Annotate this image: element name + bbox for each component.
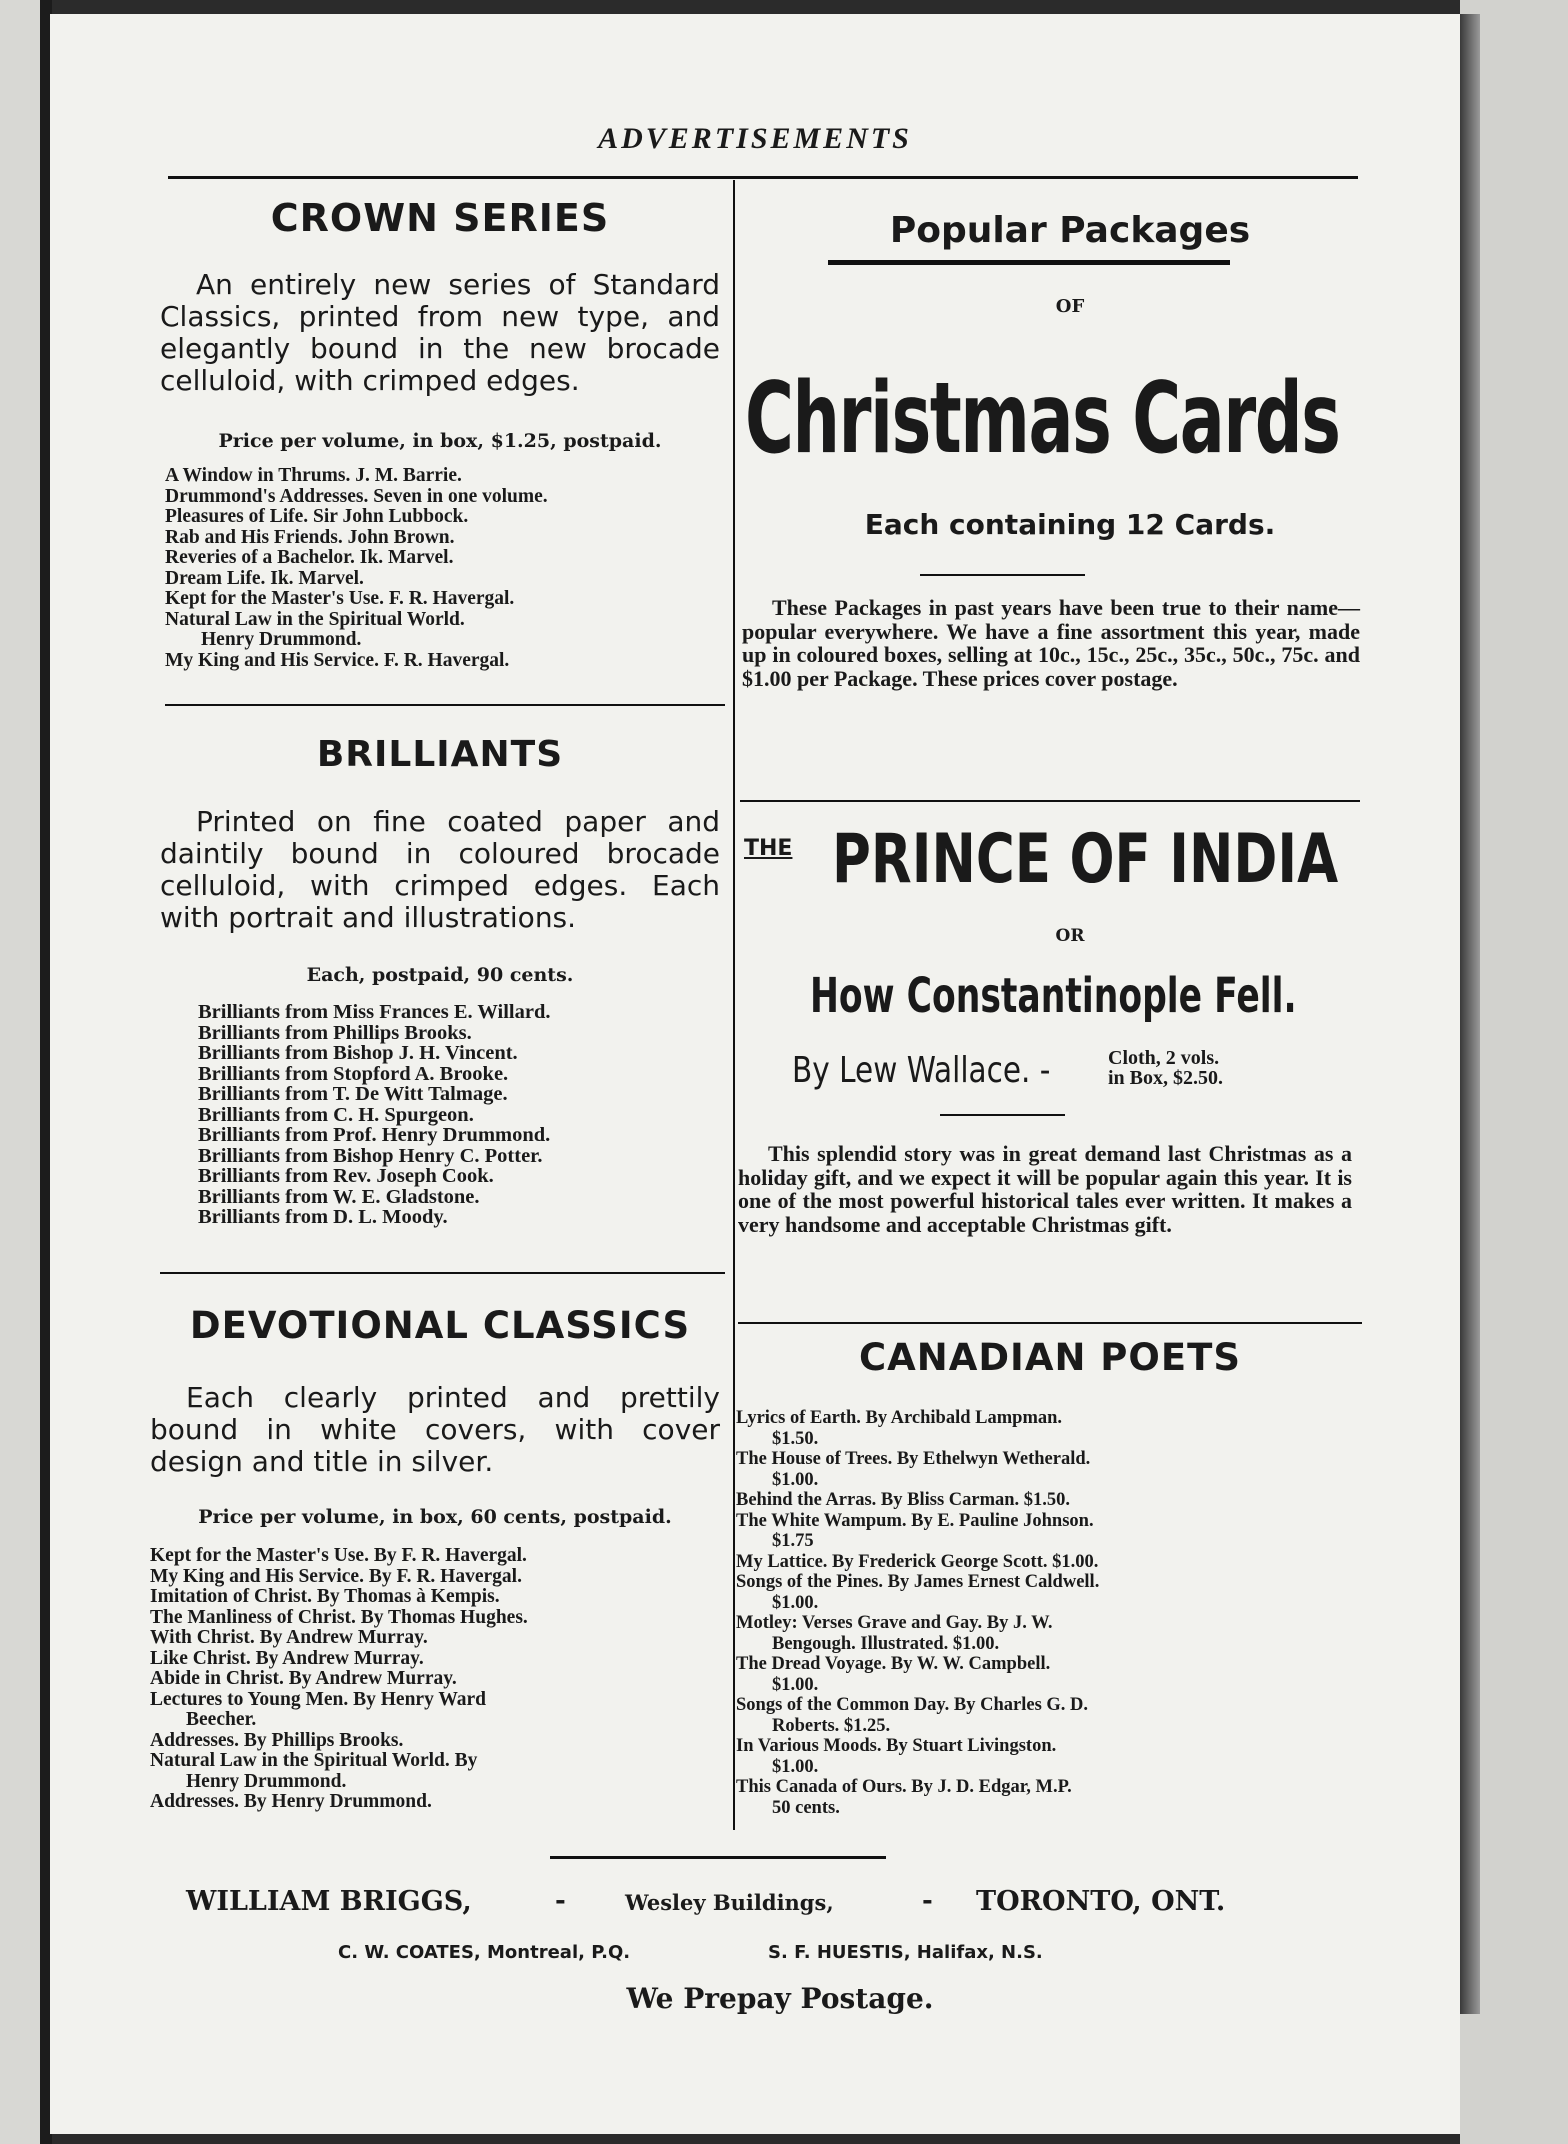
prince-of-india-title: PRINCE OF INDIA <box>832 820 1339 899</box>
section-rule <box>738 1322 1362 1324</box>
list-item: Brilliants from Prof. Henry Drummond. <box>198 1124 551 1146</box>
montreal-agent: C. W. COATES, Montreal, P.Q. <box>338 1942 631 1963</box>
prince-description: This splendid story was in great demand last Christmas as a holiday gift, and we expect it will be popular again this year. It is one of the most powerful historical tales ever written. It makes a very handsome and acceptable Christmas gift. <box>738 1141 1352 1237</box>
list-item: My King and His Service. F. R. Havergal. <box>165 649 510 671</box>
list-item: Like Christ. By Andrew Murray. <box>150 1647 424 1669</box>
list-item: Brilliants from Rev. Joseph Cook. <box>198 1165 494 1187</box>
list-item: Lyrics of Earth. By Archibald Lampman. <box>736 1408 1063 1428</box>
list-item: Drummond's Addresses. Seven in one volume. <box>165 485 548 507</box>
devotional-classics-list <box>150 1546 730 1813</box>
devotional-classics-title: DEVOTIONAL CLASSICS <box>189 1304 691 1347</box>
crown-series-title: CROWN SERIES <box>270 196 610 240</box>
header-rule <box>168 176 1358 179</box>
title-underline <box>828 260 1230 265</box>
list-item: The Dread Voyage. By W. W. Campbell. <box>736 1654 1051 1674</box>
devotional-classics-price: Price per volume, in box, 60 cents, postpaid. <box>198 1506 672 1528</box>
list-item: Henry Drummond. <box>186 1770 347 1792</box>
devotional-classics-description: Each clearly printed and prettily bound in white covers, with cover design and title in silver. <box>150 1381 720 1478</box>
list-item: My King and His Service. By F. R. Havergal. <box>150 1565 522 1587</box>
brilliants-description: Printed on fine coated paper and daintily bound in coloured brocade celluloid, with crimped edges. Each with portrait and illustrations. <box>160 805 720 934</box>
list-item: The White Wampum. By E. Pauline Johnson. <box>736 1510 1094 1531</box>
brilliants-price: Each, postpaid, 90 cents. <box>306 964 574 986</box>
column-divider <box>733 180 735 1830</box>
short-rule <box>940 1114 1065 1116</box>
the-label: THE <box>744 836 793 861</box>
footer-rule <box>550 1856 886 1859</box>
author-line: By Lew Wallace. - <box>792 1050 1051 1091</box>
publisher-building: Wesley Buildings, <box>625 1890 834 1915</box>
publisher-name: WILLIAM BRIGGS, <box>186 1886 472 1917</box>
list-item: In Various Moods. By Stuart Livingston. <box>736 1736 1057 1756</box>
list-item: Brilliants from Phillips Brooks. <box>198 1021 472 1044</box>
list-item: Reveries of a Bachelor. Ik. Marvel. <box>165 547 454 568</box>
christmas-cards-title: Christmas Cards <box>745 362 1340 476</box>
list-item: Brilliants from Bishop J. H. Vincent. <box>198 1042 518 1064</box>
separator: - <box>922 1886 933 1916</box>
of-label: OF <box>1055 296 1085 317</box>
section-rule <box>740 800 1360 802</box>
crown-series-list <box>165 466 735 671</box>
list-item: Imitation of Christ. By Thomas à Kempis. <box>150 1586 500 1607</box>
list-item: Kept for the Master's Use. F. R. Havergal. <box>165 588 515 609</box>
list-item: Motley: Verses Grave and Gay. By J. W. <box>736 1613 1053 1633</box>
brilliants-list <box>198 1002 728 1228</box>
list-item: With Christ. By Andrew Murray. <box>150 1627 428 1648</box>
list-item: Songs of the Common Day. By Charles G. D. <box>736 1695 1089 1715</box>
short-rule <box>920 574 1085 576</box>
list-item: Bengough. Illustrated. $1.00. <box>772 1633 1000 1654</box>
brilliants-title: BRILLIANTS <box>316 734 564 775</box>
list-item: A Window in Thrums. J. M. Barrie. <box>165 465 462 486</box>
list-item: Natural Law in the Spiritual World. By <box>150 1750 478 1771</box>
crown-series-price: Price per volume, in box, $1.25, postpaid. <box>218 430 662 452</box>
cards-count: Each containing 12 Cards. <box>864 508 1276 541</box>
list-item: $1.00. <box>772 1469 819 1490</box>
list-item: $1.00. <box>772 1592 819 1613</box>
advertisement-page <box>50 14 1460 2134</box>
list-item: Brilliants from W. E. Gladstone. <box>198 1185 480 1208</box>
list-item: Rab and His Friends. John Brown. <box>165 526 455 548</box>
list-item: Pleasures of Life. Sir John Lubbock. <box>165 506 469 527</box>
list-item: 50 cents. <box>772 1797 840 1818</box>
list-item: $1.50. <box>772 1428 819 1449</box>
list-item: This Canada of Ours. By J. D. Edgar, M.P. <box>736 1777 1072 1797</box>
section-rule <box>165 704 725 706</box>
list-item: $1.75 <box>772 1531 814 1551</box>
list-item: Abide in Christ. By Andrew Murray. <box>150 1668 457 1689</box>
list-item: $1.00. <box>772 1756 819 1777</box>
list-item: Brilliants from Miss Frances E. Willard. <box>198 1001 551 1023</box>
list-item: Brilliants from D. L. Moody. <box>198 1206 448 1228</box>
list-item: Beecher. <box>186 1709 257 1730</box>
list-item: Brilliants from T. De Witt Talmage. <box>198 1083 508 1105</box>
list-item: The Manliness of Christ. By Thomas Hughes. <box>150 1606 528 1628</box>
section-rule <box>160 1272 725 1274</box>
halifax-agent: S. F. HUESTIS, Halifax, N.S. <box>768 1942 1043 1963</box>
list-item: Brilliants from Stopford A. Brooke. <box>198 1062 509 1085</box>
list-item: The House of Trees. By Ethelwyn Wetherald. <box>736 1449 1091 1469</box>
canadian-poets-list <box>736 1408 1376 1818</box>
list-item: $1.00. <box>772 1674 819 1695</box>
list-item: Songs of the Pines. By James Ernest Caldwell. <box>736 1572 1100 1592</box>
list-item: Henry Drummond. <box>201 629 362 650</box>
list-item: Brilliants from C. H. Spurgeon. <box>198 1103 474 1126</box>
list-item: Brilliants from Bishop Henry C. Potter. <box>198 1144 543 1167</box>
crown-series-description: An entirely new series of Standard Classics, printed from new type, and elegantly bound in the new brocade celluloid, with crimped edges. <box>160 268 720 397</box>
list-item: My Lattice. By Frederick George Scott. $1.00. <box>736 1551 1099 1572</box>
list-item: Addresses. By Henry Drummond. <box>150 1791 432 1812</box>
separator: - <box>555 1886 566 1916</box>
list-item: Lectures to Young Men. By Henry Ward <box>150 1688 487 1710</box>
list-item: Natural Law in the Spiritual World. <box>165 608 465 630</box>
cards-description: These Packages in past years have been true to their name—popular everywhere. We have a fine assortment this year, made up in coloured boxes, selling at 10c., 15c., 25c., 35c., 50c., 75c. and $1.00 per Package. These prices cover postage. <box>742 595 1360 691</box>
list-item: Dream Life. Ik. Marvel. <box>165 567 364 589</box>
binding-line: Cloth, 2 vols. <box>1108 1047 1220 1069</box>
list-item: Roberts. $1.25. <box>772 1715 891 1736</box>
list-item: Behind the Arras. By Bliss Carman. $1.50. <box>736 1490 1071 1510</box>
list-item: Kept for the Master's Use. By F. R. Havergal. <box>150 1545 527 1566</box>
binding-line: in Box, $2.50. <box>1108 1067 1224 1089</box>
publisher-city: TORONTO, ONT. <box>976 1886 1226 1917</box>
popular-packages-title: Popular Packages <box>889 210 1251 251</box>
binding-info <box>1108 1048 1223 1088</box>
canadian-poets-title: CANADIAN POETS <box>858 1336 1242 1379</box>
prince-subtitle: How Constantinople Fell. <box>810 968 1297 1024</box>
prepay-postage-note: We Prepay Postage. <box>626 1982 934 2015</box>
or-label: OR <box>1055 926 1085 946</box>
page-header: ADVERTISEMENTS <box>598 122 912 155</box>
list-item: Addresses. By Phillips Brooks. <box>150 1729 404 1751</box>
